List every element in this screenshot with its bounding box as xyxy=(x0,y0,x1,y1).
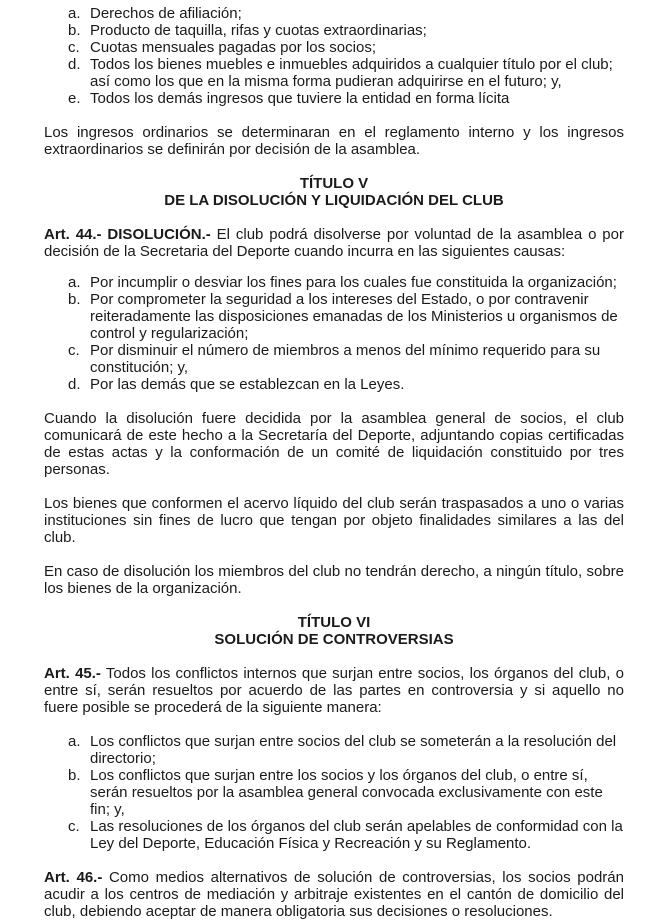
article-44 xyxy=(44,226,624,260)
section-title-name: DE LA DISOLUCIÓN Y LIQUIDACIÓN DEL CLUB xyxy=(164,192,504,209)
list-item xyxy=(68,274,624,291)
list-marker: b. xyxy=(68,291,81,308)
list-item xyxy=(68,90,624,107)
paragraph-disolucion: Cuando la disolución fuere decidida por la asamblea general de socios, el club comunicará de este hecho a la Secretaría del Deporte, adjuntando copias certificadas de estas actas y la conformación de un comité de liquidación constituido por tres personas. xyxy=(44,410,624,478)
list-item-text: Por las demás que se establezcan en la Leyes. xyxy=(90,376,405,393)
article-46 xyxy=(44,869,624,920)
list-item-text: Por comprometer la seguridad a los intereses del Estado, o por contravenir reiteradamente las disposiciones emanadas de los Ministerios u organismos de control y regularización; xyxy=(90,291,618,342)
list-item-text: Derechos de afiliación; xyxy=(90,5,242,22)
list-item xyxy=(68,22,624,39)
list-item-text: Todos los demás ingresos que tuviere la entidad en forma lícita xyxy=(90,90,510,107)
list-item-text: Los conflictos que surjan entre los socios y los órganos del club, o entre sí, serán resueltos por la asamblea general convocada exclusivamente con este fin; y, xyxy=(90,767,603,818)
list-marker: d. xyxy=(68,56,81,73)
list-item-text: Por incumplir o desviar los fines para los cuales fue constituida la organización; xyxy=(90,274,617,291)
section-title-number: TÍTULO V xyxy=(299,175,369,192)
list-marker: d. xyxy=(68,376,81,393)
dissolution-causes-list xyxy=(44,274,624,393)
list-marker: c. xyxy=(68,818,80,835)
list-item xyxy=(68,5,624,22)
paragraph-bienes: Los bienes que conformen el acervo líquido del club serán traspasados a uno o varias instituciones sin fines de lucro que tengan por objeto finalidades similares a las del club. xyxy=(44,495,624,546)
article-45 xyxy=(44,665,624,716)
article-text: Todos los conflictos internos que surjan entre socios, los órganos del club, o entre sí, serán resueltos por acuerdo de las partes en controversia y si aquello no fuere posible se procederá de la siguiente manera: xyxy=(44,665,624,716)
list-item xyxy=(68,39,624,56)
list-item xyxy=(68,767,624,818)
section-title-name: SOLUCIÓN DE CONTROVERSIAS xyxy=(214,631,454,648)
list-marker: b. xyxy=(68,767,81,784)
list-marker: c. xyxy=(68,342,80,359)
list-item-text: Todos los bienes muebles e inmuebles adquiridos a cualquier título por el club; así como los que en la misma forma pudieran adquirirse en el futuro; y, xyxy=(90,56,613,90)
list-marker: b. xyxy=(68,22,81,39)
article-text: El club podrá disolverse por voluntad de la asamblea o por decisión de la Secretaria del Deporte cuando incurra en las siguientes causas: xyxy=(44,226,624,260)
article-text: Como medios alternativos de solución de controversias, los socios podrán acudir a los centros de mediación y arbitraje existentes en el cantón de domicilio del club, debiendo aceptar de manera obligatoria sus decisiones o resoluciones. xyxy=(44,869,624,920)
list-item-text: Los conflictos que surjan entre socios del club se someterán a la resolución del directorio; xyxy=(90,733,617,767)
section-title-number: TÍTULO VI xyxy=(297,614,371,631)
list-marker: e. xyxy=(68,90,81,107)
article-heading: Art. 45.- xyxy=(44,665,101,682)
list-item-text: Producto de taquilla, rifas y cuotas extraordinarias; xyxy=(90,22,427,39)
article-heading: Art. 44.- DISOLUCIÓN.- xyxy=(44,226,211,243)
list-marker: a. xyxy=(68,5,81,22)
conflict-resolution-list xyxy=(44,733,624,852)
income-list xyxy=(44,5,624,107)
list-item-text: Las resoluciones de los órganos del club serán apelables de conformidad con la Ley del Deporte, Educación Física y Recreación y su Reglamento. xyxy=(90,818,623,852)
paragraph-ingresos: Los ingresos ordinarios se determinaran en el reglamento interno y los ingresos extraordinarios se definirán por decisión de la asamblea. xyxy=(44,124,624,158)
list-marker: a. xyxy=(68,733,81,750)
list-item-text: Cuotas mensuales pagadas por los socios; xyxy=(90,39,376,56)
list-item xyxy=(68,56,624,90)
list-item xyxy=(68,376,624,393)
list-item xyxy=(68,342,624,376)
paragraph-derecho: En caso de disolución los miembros del club no tendrán derecho, a ningún título, sobre los bienes de la organización. xyxy=(44,563,624,597)
list-item xyxy=(68,733,624,767)
list-item xyxy=(68,291,624,342)
list-item xyxy=(68,818,624,852)
list-item-text: Por disminuir el número de miembros a menos del mínimo requerido para su constitución; y, xyxy=(90,342,601,376)
list-marker: c. xyxy=(68,39,80,56)
article-heading: Art. 46.- xyxy=(44,869,103,886)
list-marker: a. xyxy=(68,274,81,291)
